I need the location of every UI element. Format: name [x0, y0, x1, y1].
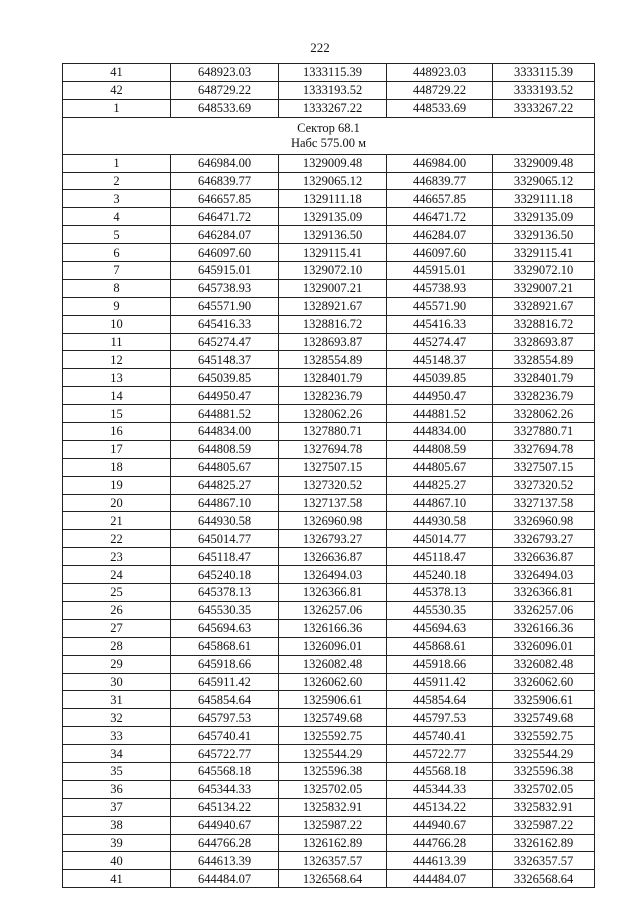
point-number-cell: 38 [63, 816, 171, 834]
x-coordinate-alt-cell: 444825.27 [387, 476, 493, 494]
point-number-cell: 27 [63, 619, 171, 637]
y-coordinate-cell: 1327694.78 [279, 440, 387, 458]
point-number-cell: 17 [63, 440, 171, 458]
x-coordinate-alt-cell: 446284.07 [387, 226, 493, 244]
y-coordinate-alt-cell: 3328816.72 [493, 315, 595, 333]
point-number-cell: 1 [63, 154, 171, 172]
table-row [63, 476, 595, 494]
table-row [63, 852, 595, 870]
y-coordinate-alt-cell: 3326062.60 [493, 673, 595, 691]
x-coordinate-alt-cell: 446657.85 [387, 190, 493, 208]
y-coordinate-alt-cell: 3327694.78 [493, 440, 595, 458]
y-coordinate-cell: 1326568.64 [279, 870, 387, 888]
y-coordinate-cell: 1326062.60 [279, 673, 387, 691]
y-coordinate-alt-cell: 3326793.27 [493, 530, 595, 548]
y-coordinate-alt-cell: 3326162.89 [493, 834, 595, 852]
x-coordinate-alt-cell: 448729.22 [387, 81, 493, 99]
x-coordinate-alt-cell: 444950.47 [387, 387, 493, 405]
x-coordinate-cell: 645148.37 [171, 351, 279, 369]
x-coordinate-cell: 648533.69 [171, 99, 279, 117]
y-coordinate-alt-cell: 3327137.58 [493, 494, 595, 512]
x-coordinate-alt-cell: 445148.37 [387, 351, 493, 369]
x-coordinate-cell: 645039.85 [171, 369, 279, 387]
point-number-cell: 42 [63, 81, 171, 99]
x-coordinate-cell: 644867.10 [171, 494, 279, 512]
y-coordinate-alt-cell: 3329072.10 [493, 262, 595, 280]
x-coordinate-cell: 645738.93 [171, 279, 279, 297]
y-coordinate-alt-cell: 3328062.26 [493, 405, 595, 423]
point-number-cell: 11 [63, 333, 171, 351]
point-number-cell: 23 [63, 548, 171, 566]
table-row [63, 172, 595, 190]
y-coordinate-alt-cell: 3329007.21 [493, 279, 595, 297]
y-coordinate-cell: 1325544.29 [279, 745, 387, 763]
point-number-cell: 40 [63, 852, 171, 870]
y-coordinate-cell: 1325832.91 [279, 798, 387, 816]
table-row [63, 351, 595, 369]
y-coordinate-alt-cell: 3326357.57 [493, 852, 595, 870]
x-coordinate-cell: 645797.53 [171, 709, 279, 727]
y-coordinate-cell: 1326793.27 [279, 530, 387, 548]
x-coordinate-alt-cell: 444808.59 [387, 440, 493, 458]
y-coordinate-alt-cell: 3329065.12 [493, 172, 595, 190]
x-coordinate-alt-cell: 445274.47 [387, 333, 493, 351]
point-number-cell: 24 [63, 566, 171, 584]
y-coordinate-cell: 1326366.81 [279, 584, 387, 602]
sector-height: Набс 575.00 м [290, 135, 367, 150]
x-coordinate-cell: 644825.27 [171, 476, 279, 494]
x-coordinate-alt-cell: 445740.41 [387, 727, 493, 745]
table-row [63, 190, 595, 208]
table-row [63, 208, 595, 226]
x-coordinate-cell: 645118.47 [171, 548, 279, 566]
point-number-cell: 2 [63, 172, 171, 190]
table-row [63, 584, 595, 602]
y-coordinate-cell: 1328693.87 [279, 333, 387, 351]
x-coordinate-alt-cell: 444940.67 [387, 816, 493, 834]
point-number-cell: 29 [63, 655, 171, 673]
x-coordinate-cell: 646284.07 [171, 226, 279, 244]
x-coordinate-cell: 644930.58 [171, 512, 279, 530]
table-section-previous [63, 64, 595, 118]
table-row [63, 64, 595, 82]
x-coordinate-cell: 645530.35 [171, 601, 279, 619]
x-coordinate-alt-cell: 445378.13 [387, 584, 493, 602]
y-coordinate-cell: 1333267.22 [279, 99, 387, 117]
x-coordinate-alt-cell: 444881.52 [387, 405, 493, 423]
x-coordinate-cell: 644484.07 [171, 870, 279, 888]
x-coordinate-alt-cell: 445694.63 [387, 619, 493, 637]
y-coordinate-alt-cell: 3326366.81 [493, 584, 595, 602]
table-row [63, 297, 595, 315]
y-coordinate-alt-cell: 3326257.06 [493, 601, 595, 619]
y-coordinate-alt-cell: 3329009.48 [493, 154, 595, 172]
y-coordinate-alt-cell: 3326082.48 [493, 655, 595, 673]
x-coordinate-cell: 644940.67 [171, 816, 279, 834]
point-number-cell: 15 [63, 405, 171, 423]
point-number-cell: 19 [63, 476, 171, 494]
y-coordinate-cell: 1328062.26 [279, 405, 387, 423]
y-coordinate-alt-cell: 3326166.36 [493, 619, 595, 637]
x-coordinate-cell: 645854.64 [171, 691, 279, 709]
y-coordinate-alt-cell: 3328401.79 [493, 369, 595, 387]
table-row [63, 798, 595, 816]
x-coordinate-cell: 645378.13 [171, 584, 279, 602]
y-coordinate-cell: 1326096.01 [279, 637, 387, 655]
point-number-cell: 37 [63, 798, 171, 816]
point-number-cell: 31 [63, 691, 171, 709]
y-coordinate-alt-cell: 3333267.22 [493, 99, 595, 117]
y-coordinate-alt-cell: 3325832.91 [493, 798, 595, 816]
x-coordinate-alt-cell: 445911.42 [387, 673, 493, 691]
point-number-cell: 12 [63, 351, 171, 369]
y-coordinate-alt-cell: 3329111.18 [493, 190, 595, 208]
x-coordinate-alt-cell: 444484.07 [387, 870, 493, 888]
table-row [63, 279, 595, 297]
x-coordinate-alt-cell: 445134.22 [387, 798, 493, 816]
table-row [63, 154, 595, 172]
x-coordinate-alt-cell: 444766.28 [387, 834, 493, 852]
x-coordinate-alt-cell: 446097.60 [387, 244, 493, 262]
y-coordinate-cell: 1328816.72 [279, 315, 387, 333]
table-row [63, 440, 595, 458]
table-row [63, 81, 595, 99]
y-coordinate-cell: 1329065.12 [279, 172, 387, 190]
x-coordinate-alt-cell: 445568.18 [387, 762, 493, 780]
y-coordinate-cell: 1333115.39 [279, 64, 387, 82]
x-coordinate-cell: 644881.52 [171, 405, 279, 423]
x-coordinate-cell: 644805.67 [171, 458, 279, 476]
x-coordinate-alt-cell: 445918.66 [387, 655, 493, 673]
point-number-cell: 6 [63, 244, 171, 262]
table-row [63, 548, 595, 566]
y-coordinate-alt-cell: 3326636.87 [493, 548, 595, 566]
x-coordinate-alt-cell: 446839.77 [387, 172, 493, 190]
table-row [63, 619, 595, 637]
y-coordinate-cell: 1326162.89 [279, 834, 387, 852]
point-number-cell: 41 [63, 870, 171, 888]
y-coordinate-alt-cell: 3333115.39 [493, 64, 595, 82]
y-coordinate-alt-cell: 3325987.22 [493, 816, 595, 834]
y-coordinate-alt-cell: 3333193.52 [493, 81, 595, 99]
x-coordinate-cell: 644808.59 [171, 440, 279, 458]
table-row [63, 673, 595, 691]
x-coordinate-cell: 646471.72 [171, 208, 279, 226]
table-row [63, 637, 595, 655]
x-coordinate-cell: 645014.77 [171, 530, 279, 548]
x-coordinate-cell: 646657.85 [171, 190, 279, 208]
table-row [63, 691, 595, 709]
point-number-cell: 28 [63, 637, 171, 655]
table-row [63, 709, 595, 727]
y-coordinate-cell: 1325987.22 [279, 816, 387, 834]
point-number-cell: 7 [63, 262, 171, 280]
point-number-cell: 22 [63, 530, 171, 548]
point-number-cell: 4 [63, 208, 171, 226]
y-coordinate-alt-cell: 3325544.29 [493, 745, 595, 763]
y-coordinate-alt-cell: 3328693.87 [493, 333, 595, 351]
point-number-cell: 14 [63, 387, 171, 405]
point-number-cell: 30 [63, 673, 171, 691]
y-coordinate-cell: 1329135.09 [279, 208, 387, 226]
y-coordinate-alt-cell: 3329136.50 [493, 226, 595, 244]
table-row [63, 226, 595, 244]
y-coordinate-cell: 1325906.61 [279, 691, 387, 709]
y-coordinate-cell: 1328921.67 [279, 297, 387, 315]
point-number-cell: 21 [63, 512, 171, 530]
x-coordinate-cell: 645240.18 [171, 566, 279, 584]
x-coordinate-alt-cell: 445014.77 [387, 530, 493, 548]
table-row [63, 780, 595, 798]
y-coordinate-cell: 1327880.71 [279, 423, 387, 441]
y-coordinate-cell: 1329111.18 [279, 190, 387, 208]
table-row [63, 727, 595, 745]
y-coordinate-cell: 1326257.06 [279, 601, 387, 619]
x-coordinate-cell: 644834.00 [171, 423, 279, 441]
x-coordinate-alt-cell: 444805.67 [387, 458, 493, 476]
y-coordinate-cell: 1333193.52 [279, 81, 387, 99]
x-coordinate-alt-cell: 448923.03 [387, 64, 493, 82]
table-row [63, 244, 595, 262]
table-row [63, 870, 595, 888]
point-number-cell: 39 [63, 834, 171, 852]
y-coordinate-cell: 1326357.57 [279, 852, 387, 870]
x-coordinate-cell: 645416.33 [171, 315, 279, 333]
point-number-cell: 8 [63, 279, 171, 297]
y-coordinate-cell: 1329007.21 [279, 279, 387, 297]
x-coordinate-alt-cell: 445344.33 [387, 780, 493, 798]
point-number-cell: 18 [63, 458, 171, 476]
y-coordinate-alt-cell: 3325702.05 [493, 780, 595, 798]
x-coordinate-cell: 645740.41 [171, 727, 279, 745]
x-coordinate-cell: 645868.61 [171, 637, 279, 655]
table-row [63, 99, 595, 117]
table-row [63, 262, 595, 280]
point-number-cell: 10 [63, 315, 171, 333]
x-coordinate-alt-cell: 445722.77 [387, 745, 493, 763]
y-coordinate-alt-cell: 3328236.79 [493, 387, 595, 405]
x-coordinate-cell: 644613.39 [171, 852, 279, 870]
x-coordinate-cell: 645918.66 [171, 655, 279, 673]
x-coordinate-cell: 645568.18 [171, 762, 279, 780]
y-coordinate-cell: 1325749.68 [279, 709, 387, 727]
x-coordinate-alt-cell: 446984.00 [387, 154, 493, 172]
x-coordinate-cell: 648729.22 [171, 81, 279, 99]
table-row [63, 512, 595, 530]
table-row [63, 315, 595, 333]
x-coordinate-alt-cell: 445571.90 [387, 297, 493, 315]
y-coordinate-alt-cell: 3325596.38 [493, 762, 595, 780]
y-coordinate-alt-cell: 3328554.89 [493, 351, 595, 369]
x-coordinate-cell: 646984.00 [171, 154, 279, 172]
table-row [63, 762, 595, 780]
sector-title: Сектор 68.1 [297, 120, 360, 135]
y-coordinate-alt-cell: 3328921.67 [493, 297, 595, 315]
table-row [63, 530, 595, 548]
x-coordinate-alt-cell: 445118.47 [387, 548, 493, 566]
x-coordinate-cell: 645694.63 [171, 619, 279, 637]
table-row [63, 655, 595, 673]
x-coordinate-alt-cell: 445868.61 [387, 637, 493, 655]
y-coordinate-alt-cell: 3326096.01 [493, 637, 595, 655]
x-coordinate-alt-cell: 448533.69 [387, 99, 493, 117]
y-coordinate-alt-cell: 3329115.41 [493, 244, 595, 262]
point-number-cell: 9 [63, 297, 171, 315]
point-number-cell: 25 [63, 584, 171, 602]
x-coordinate-cell: 645344.33 [171, 780, 279, 798]
table-row [63, 745, 595, 763]
table-row [63, 333, 595, 351]
y-coordinate-cell: 1328236.79 [279, 387, 387, 405]
y-coordinate-alt-cell: 3326494.03 [493, 566, 595, 584]
point-number-cell: 35 [63, 762, 171, 780]
x-coordinate-cell: 645722.77 [171, 745, 279, 763]
x-coordinate-alt-cell: 444834.00 [387, 423, 493, 441]
y-coordinate-cell: 1327320.52 [279, 476, 387, 494]
table-row [63, 494, 595, 512]
point-number-cell: 36 [63, 780, 171, 798]
x-coordinate-alt-cell: 444867.10 [387, 494, 493, 512]
y-coordinate-cell: 1325702.05 [279, 780, 387, 798]
table-row [63, 387, 595, 405]
point-number-cell: 20 [63, 494, 171, 512]
x-coordinate-cell: 645571.90 [171, 297, 279, 315]
y-coordinate-alt-cell: 3327507.15 [493, 458, 595, 476]
table-row [63, 458, 595, 476]
y-coordinate-alt-cell: 3327880.71 [493, 423, 595, 441]
x-coordinate-alt-cell: 445738.93 [387, 279, 493, 297]
point-number-cell: 13 [63, 369, 171, 387]
x-coordinate-cell: 646097.60 [171, 244, 279, 262]
point-number-cell: 16 [63, 423, 171, 441]
x-coordinate-alt-cell: 445854.64 [387, 691, 493, 709]
x-coordinate-alt-cell: 445797.53 [387, 709, 493, 727]
table-row [63, 601, 595, 619]
x-coordinate-alt-cell: 445039.85 [387, 369, 493, 387]
x-coordinate-cell: 646839.77 [171, 172, 279, 190]
y-coordinate-cell: 1327507.15 [279, 458, 387, 476]
x-coordinate-alt-cell: 444613.39 [387, 852, 493, 870]
y-coordinate-cell: 1327137.58 [279, 494, 387, 512]
y-coordinate-cell: 1326494.03 [279, 566, 387, 584]
y-coordinate-cell: 1325592.75 [279, 727, 387, 745]
point-number-cell: 26 [63, 601, 171, 619]
point-number-cell: 5 [63, 226, 171, 244]
table-row [63, 369, 595, 387]
sector-header-row [63, 117, 595, 154]
point-number-cell: 1 [63, 99, 171, 117]
x-coordinate-alt-cell: 445915.01 [387, 262, 493, 280]
table-row [63, 405, 595, 423]
sector-header [63, 117, 595, 154]
point-number-cell: 34 [63, 745, 171, 763]
y-coordinate-cell: 1328401.79 [279, 369, 387, 387]
table-row [63, 423, 595, 441]
y-coordinate-cell: 1326166.36 [279, 619, 387, 637]
point-number-cell: 33 [63, 727, 171, 745]
table-section-sector-68-1 [63, 154, 595, 888]
x-coordinate-alt-cell: 445240.18 [387, 566, 493, 584]
y-coordinate-alt-cell: 3326568.64 [493, 870, 595, 888]
y-coordinate-cell: 1329009.48 [279, 154, 387, 172]
x-coordinate-cell: 644766.28 [171, 834, 279, 852]
x-coordinate-cell: 645911.42 [171, 673, 279, 691]
y-coordinate-alt-cell: 3326960.98 [493, 512, 595, 530]
y-coordinate-cell: 1326636.87 [279, 548, 387, 566]
x-coordinate-cell: 645274.47 [171, 333, 279, 351]
y-coordinate-alt-cell: 3329135.09 [493, 208, 595, 226]
y-coordinate-cell: 1329072.10 [279, 262, 387, 280]
point-number-cell: 32 [63, 709, 171, 727]
x-coordinate-cell: 645915.01 [171, 262, 279, 280]
y-coordinate-alt-cell: 3325749.68 [493, 709, 595, 727]
x-coordinate-cell: 648923.03 [171, 64, 279, 82]
y-coordinate-cell: 1328554.89 [279, 351, 387, 369]
y-coordinate-cell: 1325596.38 [279, 762, 387, 780]
coordinates-table [62, 63, 595, 888]
x-coordinate-alt-cell: 445530.35 [387, 601, 493, 619]
page-number: 222 [310, 40, 330, 55]
y-coordinate-alt-cell: 3325592.75 [493, 727, 595, 745]
x-coordinate-alt-cell: 446471.72 [387, 208, 493, 226]
y-coordinate-cell: 1326082.48 [279, 655, 387, 673]
y-coordinate-alt-cell: 3325906.61 [493, 691, 595, 709]
table-row [63, 816, 595, 834]
x-coordinate-cell: 644950.47 [171, 387, 279, 405]
x-coordinate-alt-cell: 445416.33 [387, 315, 493, 333]
x-coordinate-alt-cell: 444930.58 [387, 512, 493, 530]
point-number-cell: 3 [63, 190, 171, 208]
y-coordinate-cell: 1329136.50 [279, 226, 387, 244]
table-row [63, 566, 595, 584]
y-coordinate-cell: 1326960.98 [279, 512, 387, 530]
point-number-cell: 41 [63, 64, 171, 82]
y-coordinate-alt-cell: 3327320.52 [493, 476, 595, 494]
y-coordinate-cell: 1329115.41 [279, 244, 387, 262]
sector-header-cell [63, 117, 595, 154]
table-row [63, 834, 595, 852]
x-coordinate-cell: 645134.22 [171, 798, 279, 816]
